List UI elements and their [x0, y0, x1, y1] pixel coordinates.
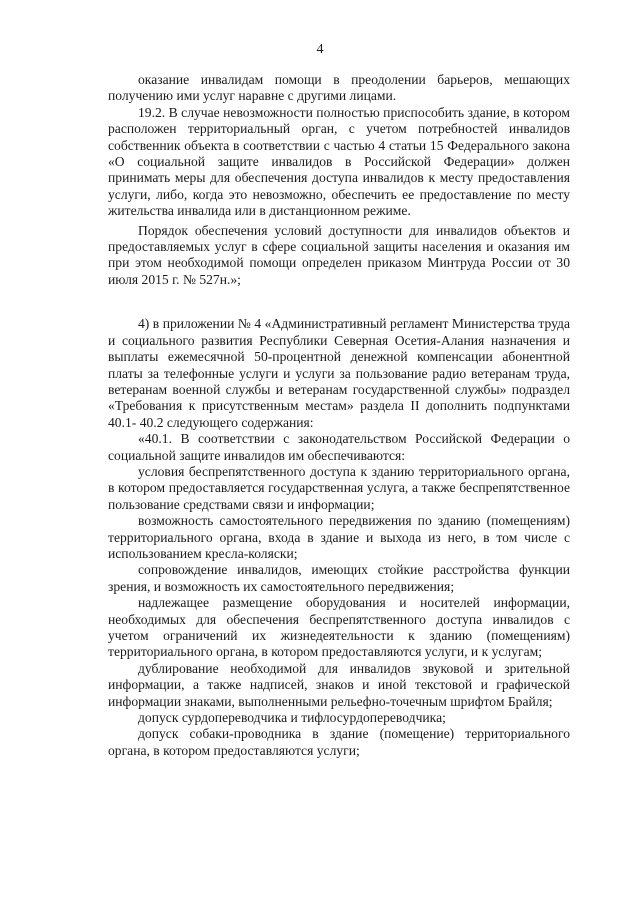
- page-number: 4: [316, 42, 324, 57]
- paragraph: оказание инвалидам помощи в преодолении барьеров, мешающих получению ими услуг наравне с другими лицами.: [108, 72, 570, 104]
- paragraph: сопровождение инвалидов, имеющих стойкие расстройства функции зрения, и возможность их самостоятельного передвижения;: [108, 562, 570, 594]
- paragraph: допуск сурдопереводчика и тифлосурдопереводчика;: [138, 710, 446, 726]
- paragraph: надлежащее размещение оборудования и носителей информации, необходимых для обеспечения беспрепятственного доступа инвалидов с учетом ограничений их жизнедеятельности к зданию (помещениям) территориального органа, в котором предоставляются услуги, и к услугам;: [108, 595, 570, 660]
- paragraph: 19.2. В случае невозможности полностью приспособить здание, в котором расположен территориальный орган, с учетом потребностей инвалидов собственник объекта в соответствии с частью 4 статьи 15 Федерального закона «О социальной защите инвалидов в Российской Федерации» должен принимать меры для обеспечения доступа инвалидов к месту предоставления услуги, либо, когда это невозможно, обеспечить ее предоставление по месту жительства инвалида или в дистанционном режиме.: [108, 104, 570, 219]
- document-body: [108, 72, 570, 759]
- paragraph: условия беспрепятственного доступа к зданию территориального органа, в котором предоставляется государственная услуга, а также беспрепятственное пользование средствами связи и информации;: [108, 463, 570, 512]
- paragraph: «40.1. В соответствии с законодательством Российской Федерации о социальной защите инвалидов им обеспечиваются:: [108, 431, 570, 463]
- paragraph: допуск собаки-проводника в здание (помещение) территориального органа, в котором предоставляются услуги;: [108, 726, 570, 758]
- paragraph: 4) в приложении № 4 «Административный регламент Министерства труда и социального развития Республики Северная Осетия-Алания назначения и выплаты ежемесячной 50-процентной денежной компенсации абонентной платы за телефонные услуги и услуги за пользование радио ветеранам труда, ветеранам военной службы и ветеранам государственной службы» подраздел «Требования к присутственным местам» раздела II дополнить подпунктами 40.1- 40.2 следующего содержания:: [108, 316, 570, 430]
- paragraph: Порядок обеспечения условий доступности для инвалидов объектов и предоставляемых услуг в сфере социальной защиты населения и оказания им при этом необходимой помощи определен приказом Минтруда России от 30 июля 2015 г. № 527н.»;: [108, 222, 570, 287]
- section-spacer: [108, 288, 570, 316]
- paragraph: возможность самостоятельного передвижения по зданию (помещениям) территориального органа, входа в здание и выхода из него, в том числе с использованием кресла-коляски;: [108, 513, 570, 561]
- paragraph: дублирование необходимой для инвалидов звуковой и зрительной информации, а также надписей, знаков и иной текстовой и графической информации знаками, выполненными рельефно-точечным шрифтом Брайля;: [108, 660, 570, 709]
